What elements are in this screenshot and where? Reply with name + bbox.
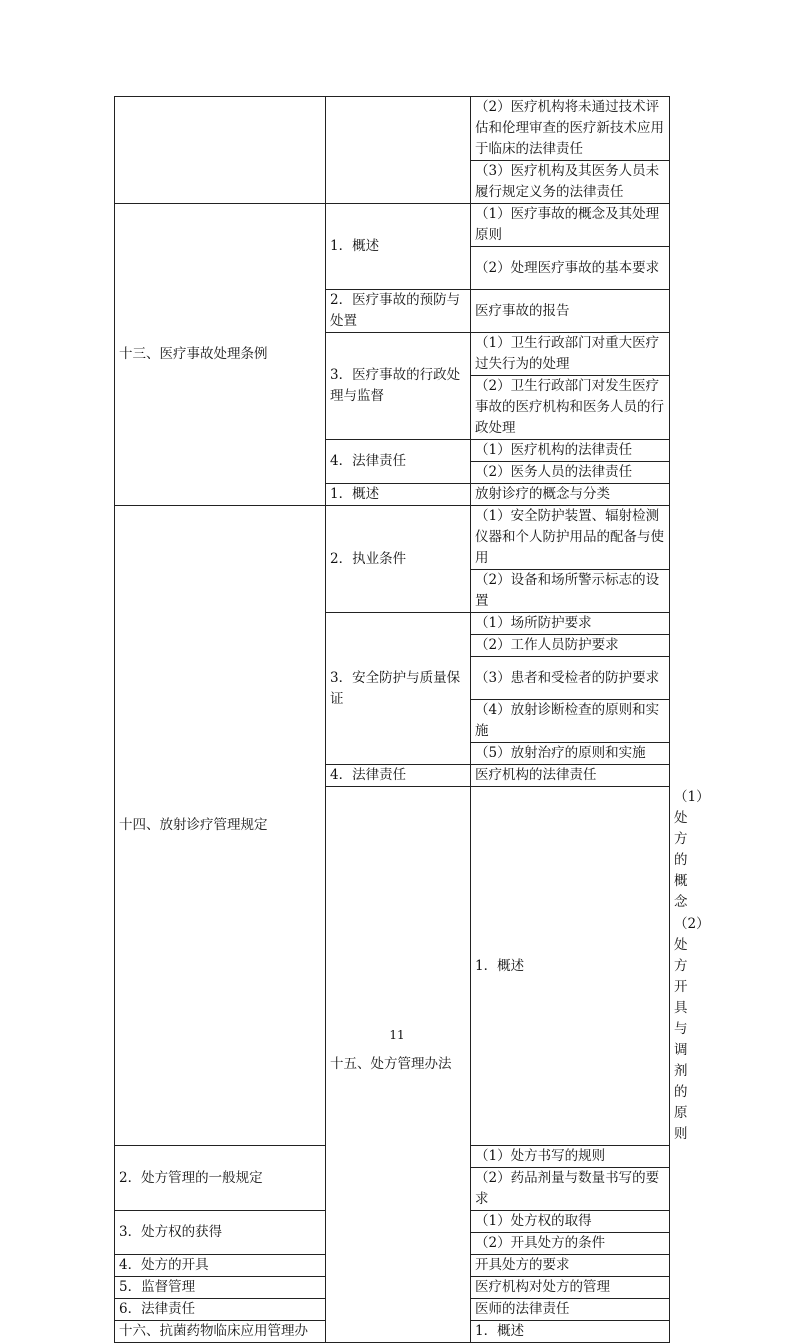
subsection-cell: 5．监督管理 — [115, 1277, 326, 1299]
topic-cell: 放射诊疗的概念与分类 — [471, 484, 670, 506]
topic-cell: （2）开具处方的条件 — [471, 1233, 670, 1255]
section-cell: 十六、抗菌药物临床应用管理办 — [115, 1321, 326, 1343]
section-cell: 十三、医疗事故处理条例 — [115, 204, 326, 506]
topic-cell: （3）患者和受检者的防护要求 — [471, 657, 670, 700]
topic-cell: （5）放射治疗的原则和实施 — [471, 743, 670, 765]
topic-cell: （1）安全防护装置、辐射检测仪器和个人防护用品的配备与使用 — [471, 506, 670, 570]
page-number: 11 — [389, 1028, 405, 1042]
topic-cell: 医疗机构对处方的管理 — [471, 1277, 670, 1299]
topic-cell: （2）处理医疗事故的基本要求 — [471, 247, 670, 290]
subsection-cell: 2．医疗事故的预防与处置 — [326, 290, 471, 333]
subsection-cell: 4．处方的开具 — [115, 1255, 326, 1277]
topic-cell: （2）医务人员的法律责任 — [471, 462, 670, 484]
table-row — [115, 506, 670, 570]
subsection-cell: 1．概述 — [326, 484, 471, 506]
subsection-cell: 1．概述 — [471, 1321, 670, 1343]
table-row — [115, 204, 670, 247]
topic-cell: （1）处方书写的规则 — [471, 1146, 670, 1168]
topic-cell: （2）医疗机构将未通过技术评估和伦理审查的医疗新技术应用于临床的法律责任 — [471, 97, 670, 161]
subsection-cell: 4．法律责任 — [326, 765, 471, 787]
section-cell — [115, 97, 326, 204]
topic-cell: 医疗事故的报告 — [471, 290, 670, 333]
subsection-cell: 2．处方管理的一般规定 — [115, 1146, 326, 1211]
subsection-cell: 1．概述 — [471, 787, 670, 1146]
subsection-cell: 3．安全防护与质量保证 — [326, 613, 471, 765]
section-cell: 十五、处方管理办法 — [326, 787, 471, 1343]
topic-cell: 医疗机构的法律责任 — [471, 765, 670, 787]
section-cell: 十四、放射诊疗管理规定 — [115, 506, 326, 1146]
topic-cell: （1）处方权的取得 — [471, 1211, 670, 1233]
topic-cell: 开具处方的要求 — [471, 1255, 670, 1277]
topic-cell: （1）卫生行政部门对重大医疗过失行为的处理 — [471, 333, 670, 376]
topic-cell: （2）工作人员防护要求 — [471, 635, 670, 657]
subsection-cell: 4．法律责任 — [326, 440, 471, 484]
topic-cell: （1）场所防护要求 — [471, 613, 670, 635]
regulations-table — [114, 96, 710, 1343]
subsection-cell: 2．执业条件 — [326, 506, 471, 613]
topic-cell: （4）放射诊断检查的原则和实施 — [471, 700, 670, 743]
table-row — [115, 97, 670, 161]
subsection-cell — [326, 97, 471, 204]
topic-cell: 医师的法律责任 — [471, 1299, 670, 1321]
table-row: （2）处方开具与调剂的原则 — [674, 916, 710, 1142]
topic-cell: （2）药品剂量与数量书写的要求 — [471, 1168, 670, 1211]
topic-cell: （2）卫生行政部门对发生医疗事故的医疗机构和医务人员的行政处理 — [471, 376, 670, 440]
table-row: 十五、处方管理办法 1．概述 （1）处方的概念 — [115, 787, 670, 914]
topic-cell: （1）医疗机构的法律责任 — [471, 440, 670, 462]
table-body — [115, 97, 710, 1343]
subsection-cell: 6．法律责任 — [115, 1299, 326, 1321]
topic-cell: （3）医疗机构及其医务人员未履行规定义务的法律责任 — [471, 161, 670, 204]
topic-cell: （2）设备和场所警示标志的设置 — [471, 570, 670, 613]
topic-cell: （1）医疗事故的概念及其处理原则 — [471, 204, 670, 247]
subsection-cell: 3．医疗事故的行政处理与监督 — [326, 333, 471, 440]
subsection-cell: 3．处方权的获得 — [115, 1211, 326, 1255]
subsection-cell: 1．概述 — [326, 204, 471, 290]
